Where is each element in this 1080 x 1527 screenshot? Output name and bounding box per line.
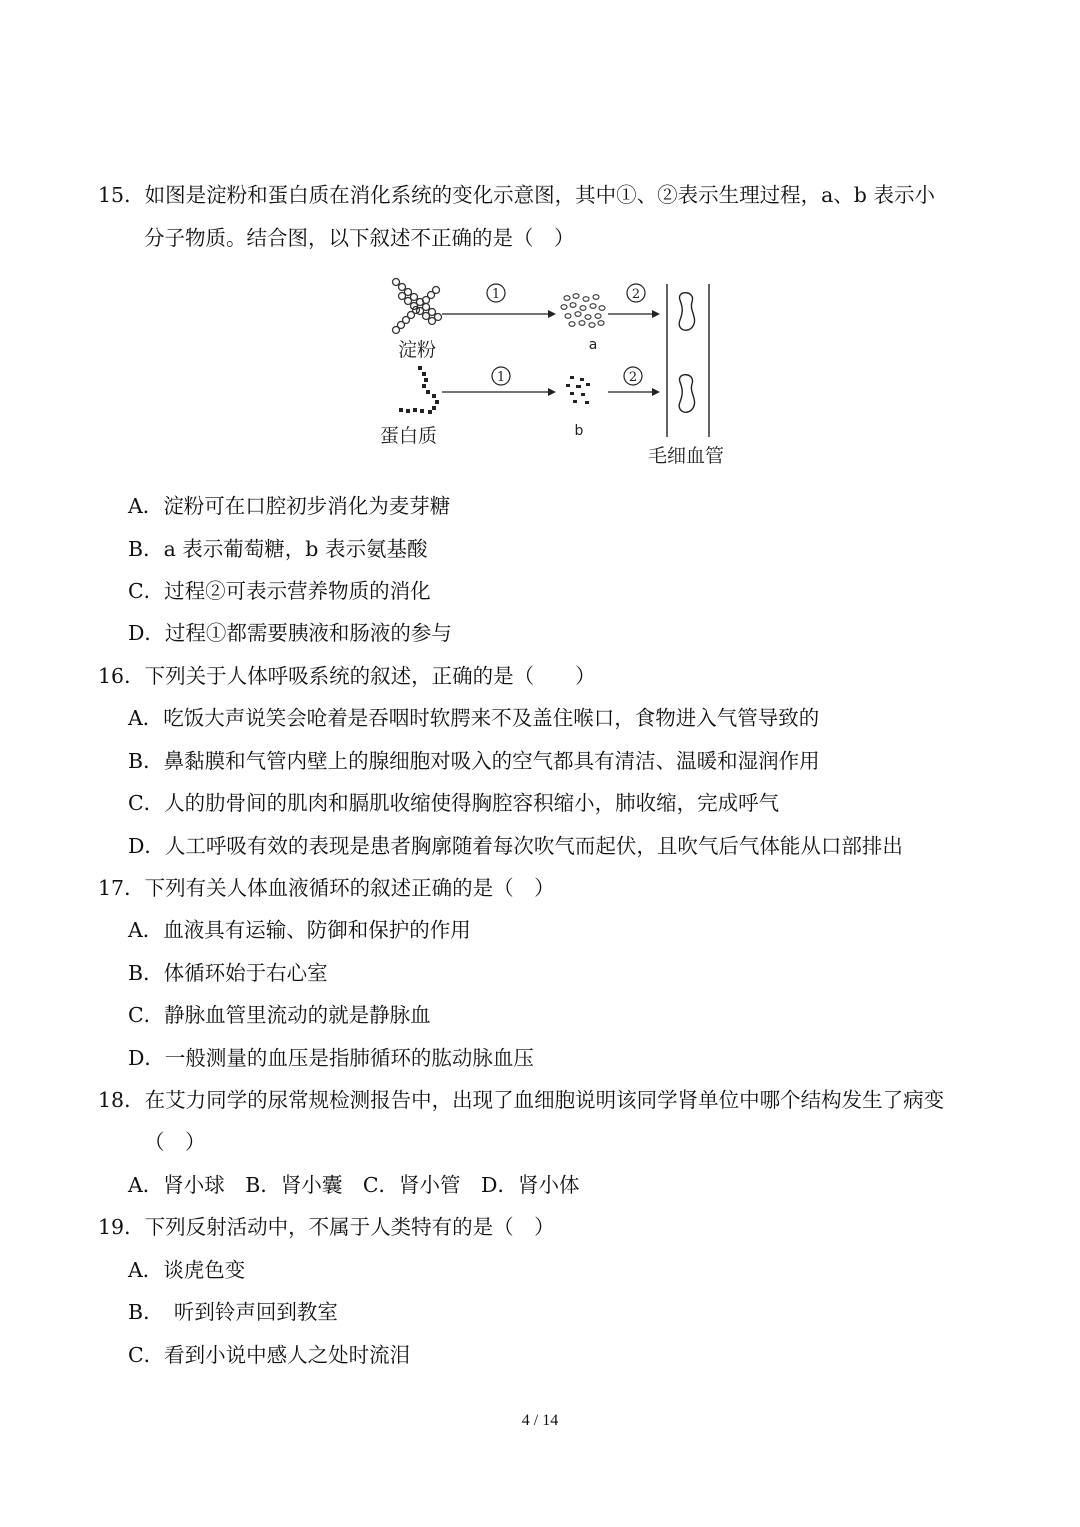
q15-stem-line1: 15．如图是淀粉和蛋白质在消化系统的变化示意图，其中①、②表示生理过程，a、b 表示小 [98,183,935,207]
q18-stem-line1: 18．在艾力同学的尿常规检测报告中，出现了血细胞说明该同学肾单位中哪个结构发生了病变 [98,1088,945,1112]
q15-stem-line2: 分子物质。结合图，以下叙述不正确的是（ ） [144,226,575,250]
protein-label: 蛋白质 [380,425,438,447]
q16-option-d: D．人工呼吸有效的表现是患者胸廓随着每次吹气而起伏，且吹气后气体能从口部排出 [128,834,903,858]
q15-option-b: B．a 表示葡萄糖，b 表示氨基酸 [128,537,428,561]
q16-option-c: C．人的肋骨间的肌肉和膈肌收缩使得胸腔容积缩小，肺收缩，完成呼气 [128,791,780,815]
q17-option-a: A．血液具有运输、防御和保护的作用 [128,918,471,942]
protein-molecule-icon [399,366,439,414]
q19-option-b: B． 听到铃声回到教室 [128,1300,338,1324]
glucose-molecules-icon [561,294,605,328]
q18-stem-line2: （ ） [144,1130,206,1154]
q18-options: A．肾小球 B．肾小囊 C．肾小管 D．肾小体 [128,1173,580,1197]
label-b: b [574,423,584,439]
amino-acid-molecules-icon [566,376,590,404]
q17-stem: 17．下列有关人体血液循环的叙述正确的是（ ） [98,876,555,900]
q16-option-b: B．鼻黏膜和气管内壁上的腺细胞对吸入的空气都具有清洁、温暖和湿润作用 [128,749,820,773]
q19-option-a: A．谈虎色变 [128,1258,246,1282]
label-a: a [588,337,598,353]
q15-option-c: C．过程②可表示营养物质的消化 [128,579,431,603]
q17-option-b: B．体循环始于右心室 [128,961,328,985]
q19-stem: 19．下列反射活动中，不属于人类特有的是（ ） [98,1215,555,1239]
q17-option-d: D．一般测量的血压是指肺循环的肱动脉血压 [128,1046,534,1070]
svg-text:1: 1 [491,287,501,302]
starch-label: 淀粉 [398,339,437,361]
svg-text:2: 2 [628,370,638,385]
q19-option-c: C．看到小说中感人之处时流泪 [128,1343,411,1367]
capillary-label: 毛细血管 [648,445,725,467]
q16-option-a: A．吃饭大声说笑会呛着是吞咽时软腭来不及盖住喉口，食物进入气管导致的 [128,706,820,730]
q17-option-c: C．静脉血管里流动的就是静脉血 [128,1003,431,1027]
svg-text:1: 1 [496,370,506,385]
q16-stem: 16．下列关于人体呼吸系统的叙述，正确的是（ ） [98,664,596,688]
q15-option-d: D．过程①都需要胰液和肠液的参与 [128,621,452,645]
digestion-diagram [380,272,730,472]
page-number: 4 / 14 [521,1412,559,1429]
starch-molecule-icon [393,279,442,334]
svg-text:2: 2 [631,287,641,302]
capillary-icon [667,284,709,437]
q15-option-a: A．淀粉可在口腔初步消化为麦芽糖 [128,494,451,518]
